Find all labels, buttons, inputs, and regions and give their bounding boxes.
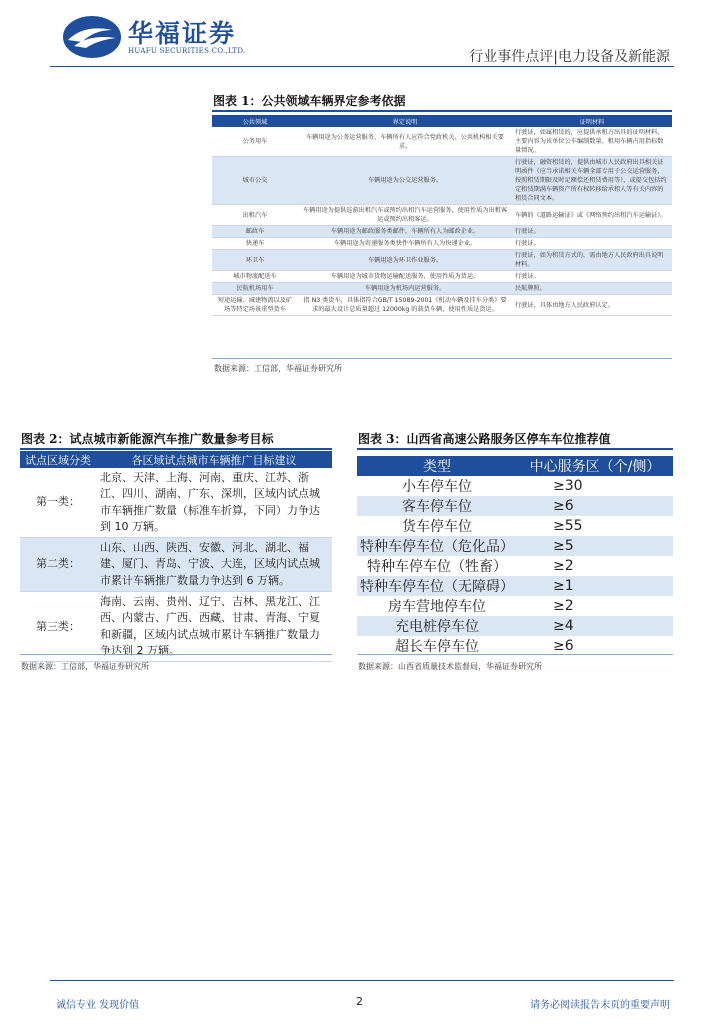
table-cell-type: 房车营地停车位 — [388, 599, 486, 615]
table-row — [357, 496, 673, 516]
table-row — [357, 556, 673, 576]
logo-english-name: HUAFU SECURITIES CO.,LTD. — [128, 47, 246, 55]
table-cell-description: 车辆用途为环卫作业服务。 — [298, 250, 512, 271]
table-cell-field: 环卫车 — [212, 250, 298, 271]
table-cell-description: 车辆用途为城市货物运输配送服务，使用性质为货运。 — [298, 271, 512, 283]
report-type: 行业事件点评|电力设备及新能源 — [469, 49, 670, 65]
table-cell-proof: 行驶证。 — [512, 271, 672, 283]
column-header: 各区域试点城市车辆推广目标建议 — [96, 451, 332, 468]
table-row — [20, 538, 332, 592]
table-cell-value: ≥2 — [553, 558, 574, 574]
table-row — [357, 476, 673, 496]
table-cell-description: 车辆用途为提供巡游出租汽车或预约出租汽车运营服务，使用性质为出租客运或预约出租客运。 — [298, 205, 512, 226]
table-cell-field: 民航机场用车 — [212, 283, 298, 295]
figure1-source: 数据来源：工信部，华福证券研究所 — [214, 364, 342, 373]
figure1-table — [212, 115, 672, 316]
table-cell-field: 公务用车 — [212, 127, 298, 157]
table-cell-description: 车辆用途为机场内运营服务。 — [298, 283, 512, 295]
table-cell-value: ≥30 — [553, 478, 583, 494]
table-cell-value: ≥6 — [517, 496, 673, 516]
table-row — [212, 238, 672, 250]
table-row — [357, 516, 673, 536]
column-header: 试点区域分类 — [20, 451, 96, 468]
table-row — [357, 596, 673, 616]
table-cell-proof: 行驶证，融资租赁的，提供由城市人民政府出具相关证明函件（应当承诺相关车辆全部专用于公交运营服务，按照租赁期限及时足额偿还租赁费用等），或提交包括约定租赁期满车辆资产所有权转移给承租人等有关内容的租赁合同文本。 — [512, 157, 672, 205]
table-row — [212, 283, 672, 295]
table-cell-value: ≥4 — [517, 616, 673, 636]
table-row — [212, 226, 672, 238]
figure3-source: 数据来源：山西省质量技术监督局，华福证券研究所 — [358, 662, 542, 671]
table-row — [357, 636, 673, 656]
table-cell-proof: 车辆的《道路运输证》或《网络预约出租汽车运输证》。 — [512, 205, 672, 226]
table-cell-proof: 行驶证，具体由地方人民政府认定。 — [512, 295, 672, 316]
page-number: 2 — [356, 995, 363, 1008]
company-logo — [62, 14, 262, 60]
table-row — [212, 127, 672, 157]
table-cell-target: 北京、天津、上海、河南、重庆、江苏、浙江、四川、湖南、广东、深圳，区域内试点城市车辆推广数量（标准车折算，下同）力争达到 10 万辆。 — [96, 468, 332, 538]
table-cell-proof: 行驶证。 — [512, 226, 672, 238]
table-cell-field: 快递车 — [212, 238, 298, 250]
table-cell-proof: 行驶证，如属租赁的，应提供承租方出具的证明材料，主要内容为该单位公车编制数量、租用车辆占用指标数量情况。 — [512, 127, 672, 157]
table-cell-target: 山东、山西、陕西、安徽、河北、湖北、福建、厦门、青岛、宁波、大连，区域内试点城市累计车辆推广数量力争达到 6 万辆。 — [96, 538, 332, 592]
figure3-title-rule — [357, 448, 673, 450]
table-row — [357, 536, 673, 556]
table-cell-type: 特种车停车位（无障碍） — [357, 576, 517, 596]
table-cell-target: 海南、云南、贵州、辽宁、吉林、黑龙江、江西、内蒙古、广西、西藏、甘肃、青海、宁夏和新疆，区域内试点城市累计车辆推广数量力争达到 2 万辆。 — [96, 592, 332, 662]
table-header-row — [20, 451, 332, 468]
table-cell-class: 第一类： — [20, 468, 96, 538]
table-cell-class: 第三类： — [20, 592, 96, 662]
table-cell-proof: 行驶证。 — [512, 238, 672, 250]
footer-slogan: 诚信专业 发现价值 — [56, 1000, 140, 1011]
table-cell-proof: 民航牌照。 — [512, 283, 672, 295]
table-cell-type: 客车停车位 — [357, 496, 517, 516]
table-cell-value: ≥2 — [553, 598, 574, 614]
column-header: 类型 — [357, 456, 517, 476]
table-cell-class: 第二类： — [20, 538, 96, 592]
table-cell-type: 货车停车位 — [402, 519, 472, 535]
table-cell-value: ≥5 — [517, 536, 673, 556]
figure3-source-rule — [357, 654, 673, 655]
table-cell-description: 车辆用途为邮政服务类邮件，车辆所有人为邮政企业。 — [298, 226, 512, 238]
table-cell-value: ≥1 — [517, 576, 673, 596]
table-cell-type: 小车停车位 — [402, 479, 472, 495]
figure2-source-rule — [20, 654, 332, 655]
table-cell-type: 超长车停车位 — [395, 639, 479, 655]
table-cell-type: 特种车停车位（危化品） — [357, 536, 517, 556]
logo-chinese-name: 华福证券 — [128, 19, 237, 48]
table-cell-type: 充电桩停车位 — [357, 616, 517, 636]
table-cell-value: ≥55 — [553, 518, 583, 534]
table-cell-description: 车辆用途为寄递服务类快件车辆所有人为快递企业。 — [298, 238, 512, 250]
table-row — [20, 592, 332, 662]
table-cell-value: ≥6 — [553, 638, 574, 654]
table-row — [212, 205, 672, 226]
column-header: 中心服务区（个/侧） — [517, 456, 673, 476]
table-row — [212, 295, 672, 316]
table-row — [20, 468, 332, 538]
figure2-title-rule — [20, 448, 332, 450]
column-header: 公共领域 — [212, 115, 298, 127]
table-row — [357, 576, 673, 596]
figure3-title: 图表 3：山西省高速公路服务区停车车位推荐值 — [358, 432, 611, 446]
table-cell-field: 短途运输、城建物流以及矿场等特定场景重型货车 — [212, 295, 298, 316]
column-header: 界定说明 — [298, 115, 512, 127]
table-header-row — [212, 115, 672, 127]
figure1-source-rule — [212, 358, 672, 359]
figure2-table — [20, 451, 332, 662]
table-cell-description: 车辆用途为公交运营服务。 — [298, 157, 512, 205]
table-cell-field: 城市公交 — [212, 157, 298, 205]
table-row — [212, 271, 672, 283]
header-divider — [50, 66, 674, 67]
figure2-title: 图表 2：试点城市新能源汽车推广数量参考目标 — [21, 432, 274, 446]
column-header: 证明材料 — [512, 115, 672, 127]
table-row — [212, 157, 672, 205]
figure3-table — [357, 456, 673, 656]
figure2-source: 数据来源：工信部，华福证券研究所 — [21, 662, 149, 671]
table-row — [212, 250, 672, 271]
figure1-title-rule — [212, 110, 672, 112]
footer-divider — [50, 980, 674, 981]
table-cell-field: 邮政车 — [212, 226, 298, 238]
huafu-logo-icon — [62, 14, 122, 60]
table-cell-type: 特种车停车位（牲畜） — [367, 559, 507, 575]
table-cell-field: 出租汽车 — [212, 205, 298, 226]
table-cell-proof: 行驶证，如为租赁方式的，需由地方人民政府出具说明材料。 — [512, 250, 672, 271]
table-cell-description: 车辆用途为公务运营服务，车辆所有人应符合党政机关、公共机构相关要求。 — [298, 127, 512, 157]
footer-disclaimer: 请务必阅读报告末页的重要声明 — [530, 1000, 670, 1011]
table-cell-description: 指 N3 类货车，具体指符合GB/T 15089-2001《机动车辆及挂车分类》要求的最大设计总质量超过 12000kg 的载货车辆，使用性质是货运。 — [298, 295, 512, 316]
figure1-title: 图表 1：公共领域车辆界定参考依据 — [213, 94, 406, 108]
table-row — [357, 616, 673, 636]
table-cell-field: 城市物流配送车 — [212, 271, 298, 283]
table-header-row — [357, 456, 673, 476]
